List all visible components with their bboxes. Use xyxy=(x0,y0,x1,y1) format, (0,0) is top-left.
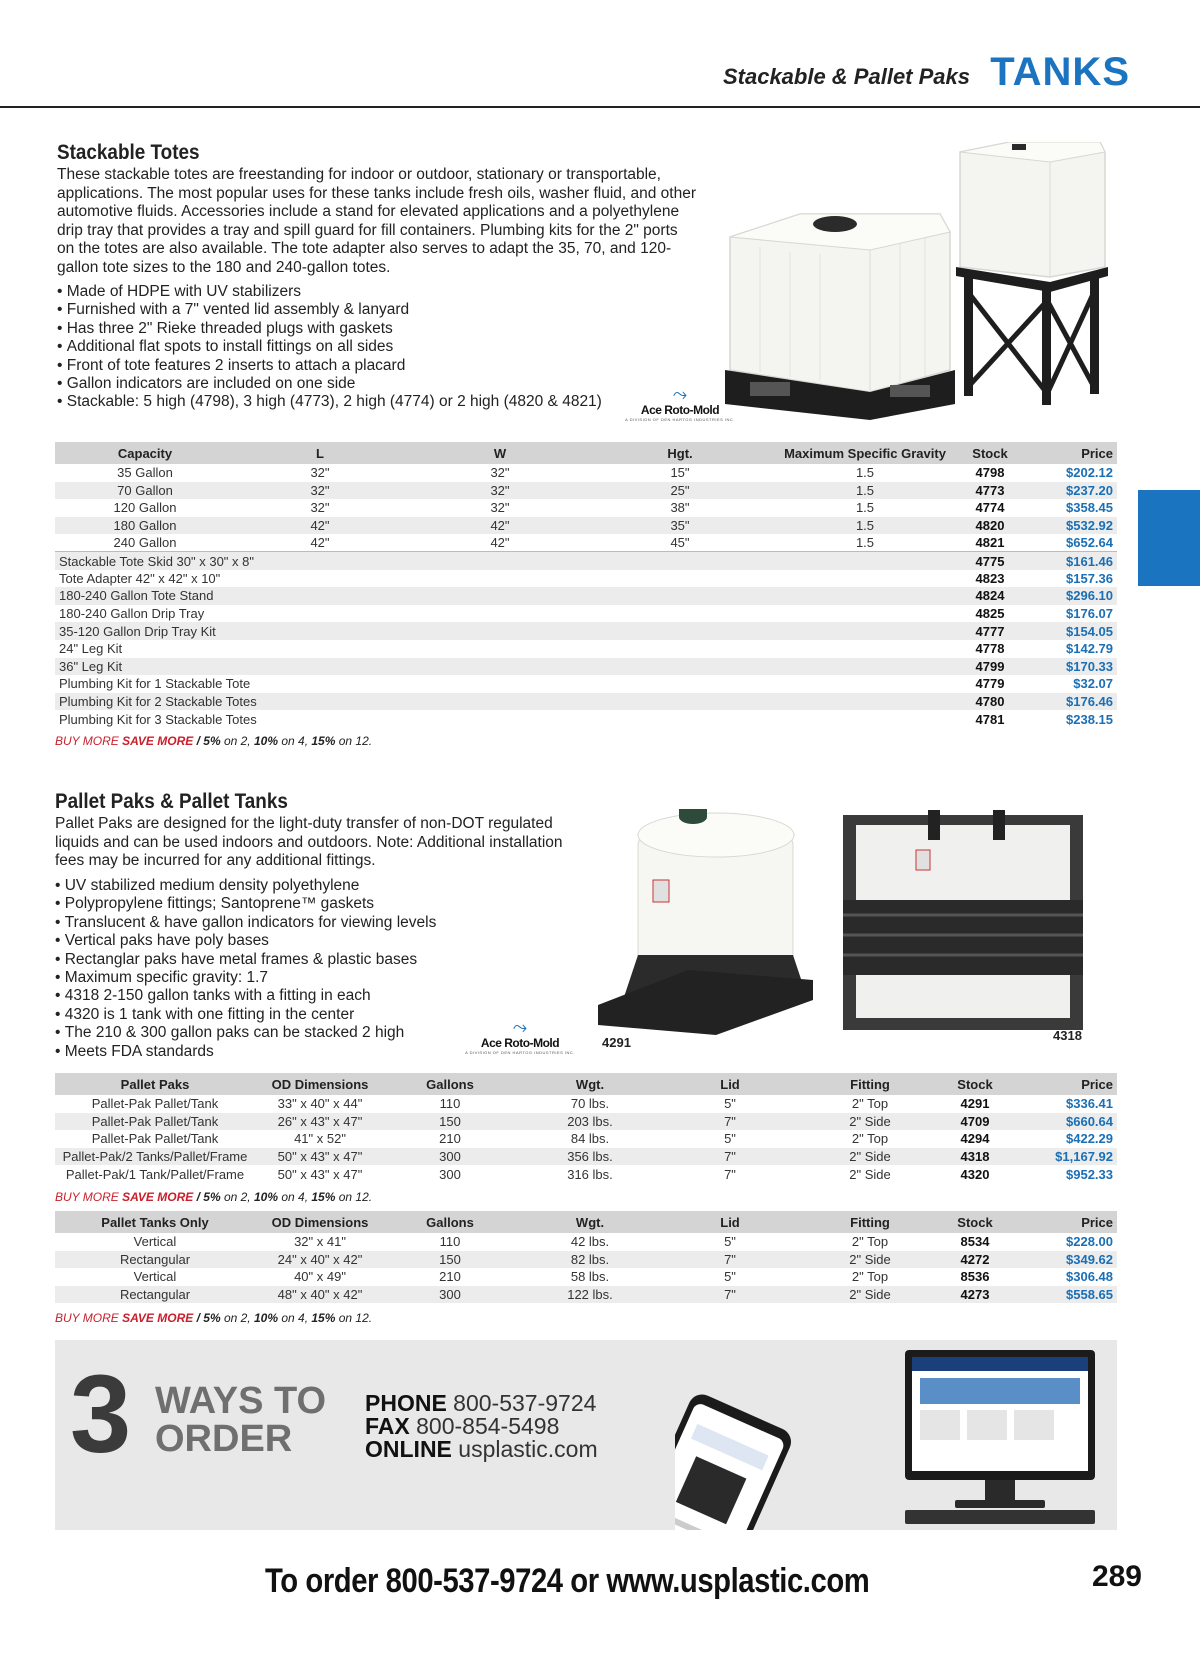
pallet-paks-table xyxy=(55,1073,1117,1183)
table-cell: 1.5 xyxy=(855,465,875,481)
table-cell: 2" Side xyxy=(795,1113,945,1131)
column-header: Capacity xyxy=(55,442,235,464)
price: $1,167.92 xyxy=(1005,1148,1117,1166)
stock-number: 4318 xyxy=(945,1148,1005,1166)
table-cell: Vertical xyxy=(133,1269,177,1285)
feature-item: • Rectanglar paks have metal frames & plastic bases xyxy=(55,951,535,969)
header-title: TANKS xyxy=(990,50,1130,94)
price: $154.05 xyxy=(1015,622,1117,640)
column-header: Pallet Paks xyxy=(55,1073,255,1095)
table-cell: 180-240 Gallon Drip Tray xyxy=(59,606,205,622)
stackable-intro: These stackable totes are freestanding for indoor or outdoor, stationary or transportable, applications. The most popular uses for these tanks include fresh oils, washer fluid, and other automotive fluids. Accessories include a stand for elevated applications and a polyethylene drip tray that provides a tray and spill guard for fill containers. Plumbing kits for the 2" ports on the totes are also available. The tote adapter also serves to adapt the 35, 70, and 120-gallon tote sizes to the 180 and 240-gallon totes. xyxy=(57,166,697,276)
stock-number: 4820 xyxy=(965,517,1015,535)
stackable-tote-photo xyxy=(720,142,1120,420)
buy-more-note-2: BUY MORE SAVE MORE / 5% on 2, 10% on 4, 15% on 12. xyxy=(55,1190,373,1204)
photo-label-4291: 4291 xyxy=(602,1035,631,1050)
price: $202.12 xyxy=(1066,465,1113,481)
table-cell: Pallet-Pak Pallet/Tank xyxy=(91,1131,219,1147)
table-cell: 1.5 xyxy=(765,482,965,500)
column-header: Lid xyxy=(665,1211,795,1233)
column-header: Stock xyxy=(945,1211,1005,1233)
table-cell: 300 xyxy=(385,1148,515,1166)
price: $142.79 xyxy=(1066,641,1113,657)
stock-number: 4273 xyxy=(945,1286,1005,1304)
table-cell: 35" xyxy=(595,517,765,535)
table-row xyxy=(55,710,1117,728)
table-cell: Pallet-Pak Pallet/Tank xyxy=(91,1096,219,1112)
price: $176.07 xyxy=(1066,606,1113,622)
column-header: Maximum Specific Gravity xyxy=(765,442,965,464)
contact-info xyxy=(365,1392,598,1461)
stock-number: 4709 xyxy=(945,1113,1005,1131)
feature-item: • The 210 & 300 gallon paks can be stacked 2 high xyxy=(55,1024,535,1042)
ways-number: 3 xyxy=(70,1353,132,1476)
table-cell: 110 xyxy=(439,1234,461,1250)
table-cell: 35-120 Gallon Drip Tray Kit xyxy=(55,622,965,640)
table-row xyxy=(55,1148,1117,1166)
price: $349.62 xyxy=(1005,1251,1117,1269)
table-row xyxy=(55,693,1117,711)
table-row xyxy=(55,534,1117,552)
table-cell: 300 xyxy=(439,1166,461,1182)
column-header: Gallons xyxy=(385,1211,515,1233)
table-cell: 33" x 40" x 44" xyxy=(277,1096,363,1112)
stock-number: 4291 xyxy=(960,1096,990,1112)
phone-line[interactable]: PHONE 800-537-9724 xyxy=(365,1390,597,1416)
price: $170.33 xyxy=(1015,658,1117,676)
price: $238.15 xyxy=(1066,711,1113,727)
table-cell: 50" x 43" x 47" xyxy=(277,1166,363,1182)
table-row xyxy=(55,1286,1117,1304)
table-cell: Tote Adapter 42" x 42" x 10" xyxy=(59,570,221,586)
price: $336.41 xyxy=(1066,1096,1113,1112)
table-cell: 58 lbs. xyxy=(570,1269,610,1285)
price: $660.64 xyxy=(1005,1113,1117,1131)
stock-number: 4294 xyxy=(960,1131,990,1147)
table-cell: 2" Top xyxy=(851,1269,889,1285)
table-cell: 150 xyxy=(385,1113,515,1131)
price: $296.10 xyxy=(1015,587,1117,605)
table-cell: Rectangular xyxy=(55,1286,255,1304)
price: $952.33 xyxy=(1066,1166,1113,1182)
stock-number: 4781 xyxy=(975,711,1005,727)
table-row xyxy=(55,675,1117,693)
table-cell: 7" xyxy=(665,1286,795,1304)
column-header: Lid xyxy=(665,1073,795,1095)
table-cell: 356 lbs. xyxy=(515,1148,665,1166)
column-header: Pallet Tanks Only xyxy=(55,1211,255,1233)
table-cell: 5" xyxy=(724,1234,736,1250)
feature-item: • Translucent & have gallon indicators for viewing levels xyxy=(55,914,535,932)
stock-number: 4823 xyxy=(975,570,1005,586)
price: $422.29 xyxy=(1066,1131,1113,1147)
table-row xyxy=(55,482,1117,500)
table-cell: 26" x 43" x 47" xyxy=(255,1113,385,1131)
page-number: 289 xyxy=(1091,1560,1142,1593)
table-cell: 7" xyxy=(724,1166,736,1182)
table-cell: 2" Side xyxy=(849,1166,891,1182)
price: $532.92 xyxy=(1015,517,1117,535)
price: $32.07 xyxy=(1073,676,1113,692)
column-header: Wgt. xyxy=(515,1073,665,1095)
devices-illustration xyxy=(675,1350,1115,1530)
table-cell: 2" Top xyxy=(851,1096,889,1112)
column-header: Stock xyxy=(945,1073,1005,1095)
feature-item: • Has three 2" Rieke threaded plugs with gaskets xyxy=(57,320,657,338)
table-cell: Rectangular xyxy=(55,1251,255,1269)
table-cell: 110 xyxy=(439,1096,461,1112)
table-row xyxy=(55,1251,1117,1269)
stock-number: 4798 xyxy=(975,465,1005,481)
feature-item: • 4318 2-150 gallon tanks with a fitting in each xyxy=(55,987,535,1005)
price: $157.36 xyxy=(1066,570,1113,586)
section-tab xyxy=(1138,490,1200,586)
table-cell: 32" xyxy=(405,482,595,500)
column-header: Price xyxy=(1005,1073,1117,1095)
table-cell: 180 Gallon xyxy=(55,517,235,535)
table-cell: 42" xyxy=(490,535,510,551)
column-header: OD Dimensions xyxy=(255,1073,385,1095)
table-cell: 120 Gallon xyxy=(113,500,177,516)
table-cell: 32" xyxy=(310,465,330,481)
table-cell: 2" Top xyxy=(851,1131,889,1147)
table-cell: 45" xyxy=(670,535,690,551)
table-row xyxy=(55,587,1117,605)
table-cell: 41" x 52" xyxy=(294,1131,346,1147)
page-header xyxy=(0,0,1200,108)
table-cell: Plumbing Kit for 1 Stackable Tote xyxy=(59,676,251,692)
column-header: Gallons xyxy=(385,1073,515,1095)
table-cell: Vertical xyxy=(133,1234,177,1250)
stock-number: 4825 xyxy=(975,606,1005,622)
feature-item: • 4320 is 1 tank with one fitting in the center xyxy=(55,1006,535,1024)
table-cell: 32" xyxy=(235,482,405,500)
stock-number: 4774 xyxy=(975,500,1005,516)
table-cell: 42 lbs. xyxy=(570,1234,610,1250)
table-row xyxy=(55,640,1117,658)
table-cell: Plumbing Kit for 2 Stackable Totes xyxy=(55,693,965,711)
column-header: Stock xyxy=(965,442,1015,464)
feature-item: • Gallon indicators are included on one side xyxy=(57,375,657,393)
feature-item: • Furnished with a 7" vented lid assembly & lanyard xyxy=(57,301,657,319)
table-cell: 24" Leg Kit xyxy=(59,641,123,657)
table-cell: 48" x 40" x 42" xyxy=(255,1286,385,1304)
pallet-heading: Pallet Paks & Pallet Tanks xyxy=(55,790,288,813)
table-row xyxy=(55,622,1117,640)
price: $652.64 xyxy=(1066,535,1113,551)
table-cell: 203 lbs. xyxy=(515,1113,665,1131)
table-cell: 210 xyxy=(439,1131,461,1147)
table-cell: 5" xyxy=(724,1096,736,1112)
table-cell: 150 xyxy=(385,1251,515,1269)
table-cell: 240 Gallon xyxy=(113,535,177,551)
stock-number: 4821 xyxy=(975,535,1005,551)
stock-number: 4778 xyxy=(975,641,1005,657)
table-row xyxy=(55,1095,1117,1113)
table-row xyxy=(55,552,1117,570)
ways-to-order-panel xyxy=(55,1340,1117,1530)
stock-number: 4777 xyxy=(965,622,1015,640)
column-header: Hgt. xyxy=(595,442,765,464)
feature-item: • Front of tote features 2 inserts to attach a placard xyxy=(57,357,657,375)
feature-item: • Meets FDA standards xyxy=(55,1043,535,1061)
pallet-tanks-table xyxy=(55,1211,1117,1303)
table-cell: 5" xyxy=(724,1269,736,1285)
table-cell: 38" xyxy=(670,500,690,516)
stock-number: 4272 xyxy=(945,1251,1005,1269)
table-cell: 32" x 41" xyxy=(294,1234,346,1250)
fax-line[interactable]: FAX 800-854-5498 xyxy=(365,1413,560,1439)
table-cell: 82 lbs. xyxy=(515,1251,665,1269)
stock-number: 4779 xyxy=(975,676,1005,692)
buy-more-note-3: BUY MORE SAVE MORE / 5% on 2, 10% on 4, 15% on 12. xyxy=(55,1311,373,1325)
feature-item: • Stackable: 5 high (4798), 3 high (4773), 2 high (4774) or 2 high (4820 & 4821) xyxy=(57,393,657,411)
pallet-intro: Pallet Paks are designed for the light-duty transfer of non-DOT regulated liquids and can be used indoors and outdoors. Note: Additional installation fees may be incurred for any additional fittings. xyxy=(55,815,563,869)
logo-swoosh-icon: ⤳ xyxy=(512,1017,528,1037)
feature-item: • Made of HDPE with UV stabilizers xyxy=(57,283,657,301)
table-cell: 300 xyxy=(385,1286,515,1304)
column-header: Fitting xyxy=(795,1211,945,1233)
table-cell: 180-240 Gallon Tote Stand xyxy=(55,587,965,605)
table-cell: 40" x 49" xyxy=(294,1269,346,1285)
stock-number: 4775 xyxy=(965,552,1015,570)
table-cell: 42" xyxy=(405,517,595,535)
table-row xyxy=(55,1268,1117,1286)
price: $176.46 xyxy=(1015,693,1117,711)
stock-number: 4773 xyxy=(965,482,1015,500)
online-link[interactable]: ONLINE usplastic.com xyxy=(365,1436,598,1462)
stock-number: 4824 xyxy=(965,587,1015,605)
table-cell: 2" Side xyxy=(795,1286,945,1304)
stock-number: 8534 xyxy=(960,1234,990,1250)
table-row xyxy=(55,499,1117,517)
table-cell: 1.5 xyxy=(855,535,875,551)
table-cell: 32" xyxy=(490,500,510,516)
table-cell: 70 Gallon xyxy=(55,482,235,500)
table-row xyxy=(55,464,1117,482)
feature-item: • UV stabilized medium density polyethylene xyxy=(55,877,535,895)
table-cell: 24" x 40" x 42" xyxy=(255,1251,385,1269)
table-cell: 122 lbs. xyxy=(515,1286,665,1304)
stock-number: 4799 xyxy=(965,658,1015,676)
table-row xyxy=(55,517,1117,535)
stock-number: 8536 xyxy=(960,1269,990,1285)
table-cell: 2" Top xyxy=(851,1234,889,1250)
table-cell: 2" Side xyxy=(795,1251,945,1269)
price: $161.46 xyxy=(1015,552,1117,570)
stackable-features xyxy=(57,283,657,412)
stock-number: 4780 xyxy=(965,693,1015,711)
price: $306.48 xyxy=(1066,1269,1113,1285)
table-row xyxy=(55,658,1117,676)
column-header: L xyxy=(235,442,405,464)
table-cell: 7" xyxy=(665,1251,795,1269)
table-cell: 42" xyxy=(235,517,405,535)
ways-to-order-heading: WAYS TO ORDER xyxy=(155,1380,327,1460)
price: $237.20 xyxy=(1015,482,1117,500)
pallet-pak-photo xyxy=(598,805,1090,1050)
feature-item: • Additional flat spots to install fittings on all sides xyxy=(57,338,657,356)
price: $228.00 xyxy=(1066,1234,1113,1250)
feature-item: • Polypropylene fittings; Santoprene™ gaskets xyxy=(55,895,535,913)
column-header: OD Dimensions xyxy=(255,1211,385,1233)
table-cell: 7" xyxy=(665,1148,795,1166)
table-row xyxy=(55,570,1117,588)
table-cell: 15" xyxy=(670,465,690,481)
photo-label-4318: 4318 xyxy=(1053,1028,1082,1043)
table-cell: 42" xyxy=(310,535,330,551)
table-cell: 35 Gallon xyxy=(117,465,173,481)
table-cell: 36" Leg Kit xyxy=(55,658,965,676)
ace-roto-mold-logo-2: ⤳ Ace Roto-Mold A DIVISION OF DEN HARTOG INDUSTRIES INC. xyxy=(460,1018,580,1055)
logo-swoosh-icon: ⤳ xyxy=(672,384,688,404)
table-cell: 25" xyxy=(595,482,765,500)
table-cell: 210 xyxy=(439,1269,461,1285)
table-cell: Stackable Tote Skid 30" x 30" x 8" xyxy=(55,552,965,570)
stackable-heading: Stackable Totes xyxy=(57,141,200,164)
buy-more-note-1: BUY MORE SAVE MORE / 5% on 2, 10% on 4, 15% on 12. xyxy=(55,734,373,748)
table-cell: 316 lbs. xyxy=(567,1166,613,1182)
price: $558.65 xyxy=(1005,1286,1117,1304)
table-cell: 5" xyxy=(724,1131,736,1147)
table-cell: 50" x 43" x 47" xyxy=(255,1148,385,1166)
column-header: Price xyxy=(1015,442,1117,464)
feature-item: • Maximum specific gravity: 1.7 xyxy=(55,969,535,987)
footer-order-line: To order 800-537-9724 or www.usplastic.com xyxy=(265,1562,870,1600)
column-header: Price xyxy=(1005,1211,1117,1233)
table-row xyxy=(55,1165,1117,1183)
table-cell: Plumbing Kit for 3 Stackable Totes xyxy=(59,711,257,727)
table-cell: 32" xyxy=(310,500,330,516)
table-row xyxy=(55,1130,1117,1148)
table-cell: 1.5 xyxy=(765,517,965,535)
header-subtitle: Stackable & Pallet Paks xyxy=(722,64,970,89)
table-row xyxy=(55,1233,1117,1251)
table-cell: 84 lbs. xyxy=(570,1131,610,1147)
table-cell: 7" xyxy=(665,1113,795,1131)
ace-roto-mold-logo: ⤳ Ace Roto-Mold A DIVISION OF DEN HARTOG INDUSTRIES INC. xyxy=(625,384,735,422)
price: $358.45 xyxy=(1066,500,1113,516)
table-cell: Pallet-Pak Pallet/Tank xyxy=(55,1113,255,1131)
stock-number: 4320 xyxy=(960,1166,990,1182)
table-cell: Pallet-Pak/1 Tank/Pallet/Frame xyxy=(65,1166,245,1182)
table-cell: 2" Side xyxy=(795,1148,945,1166)
table-cell: 70 lbs. xyxy=(570,1096,610,1112)
table-row xyxy=(55,605,1117,623)
feature-item: • Vertical paks have poly bases xyxy=(55,932,535,950)
table-cell: 32" xyxy=(490,465,510,481)
stackable-totes-table xyxy=(55,442,1117,728)
column-header: Fitting xyxy=(795,1073,945,1095)
column-header: W xyxy=(405,442,595,464)
table-row xyxy=(55,1113,1117,1131)
column-header: Wgt. xyxy=(515,1211,665,1233)
table-cell: Pallet-Pak/2 Tanks/Pallet/Frame xyxy=(55,1148,255,1166)
table-cell: 1.5 xyxy=(855,500,875,516)
